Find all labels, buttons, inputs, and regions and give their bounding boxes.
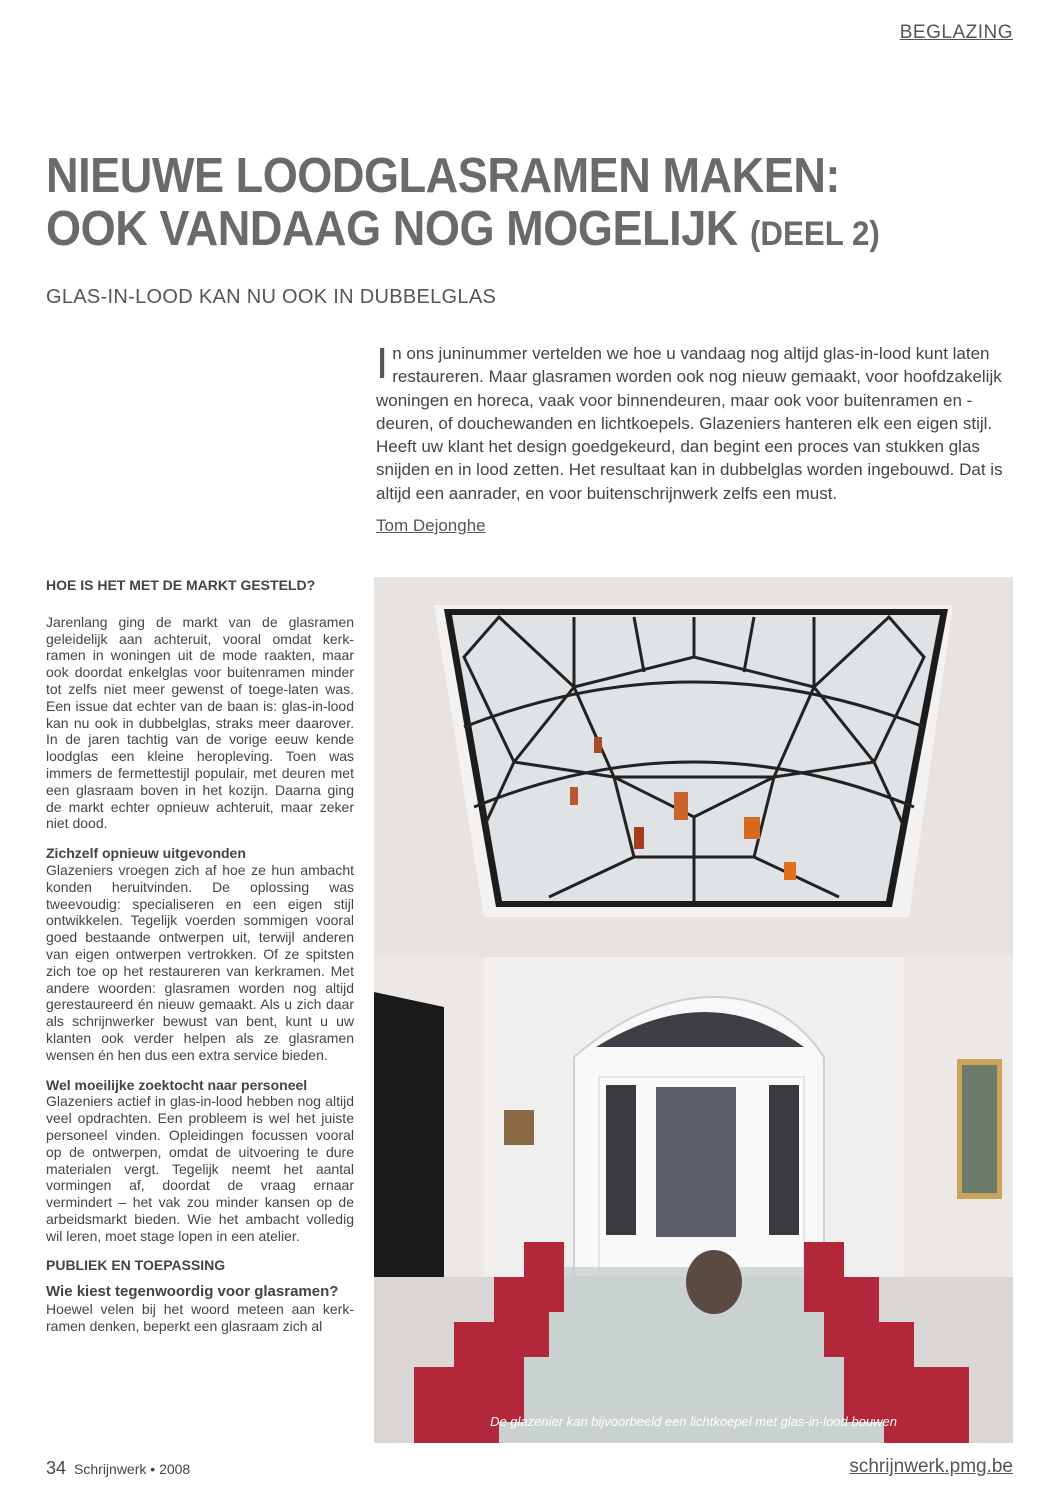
section-heading-market: HOE IS HET MET DE MARKT GESTELD? bbox=[46, 577, 316, 593]
footer-left bbox=[46, 1458, 190, 1479]
footer-url-link[interactable]: schrijnwerk.pmg.be bbox=[849, 1456, 1013, 1477]
section-heading-public: PUBLIEK EN TOEPASSING bbox=[46, 1257, 226, 1274]
stained-glass-ceiling-illustration bbox=[374, 577, 1013, 1443]
title-suffix: (DEEL 2) bbox=[749, 215, 880, 253]
section-tag[interactable]: BEGLAZING bbox=[899, 22, 1013, 43]
article-subtitle: GLAS-IN-LOOD KAN NU OOK IN DUBBELGLAS bbox=[46, 286, 497, 308]
publication-info: Schrijnwerk • 2008 bbox=[74, 1461, 191, 1477]
photo-caption: De glazenier kan bijvoorbeeld een lichtkoepel met glas-in-lood bouwen bbox=[490, 1414, 897, 1429]
intro-paragraph bbox=[376, 339, 1016, 505]
title-line-2: OOK VANDAAG NOG MOGELIJK bbox=[46, 202, 738, 256]
drop-cap: I bbox=[376, 339, 389, 388]
paragraph-reinvented: Glazeniers vroegen zich af hoe ze hun ambacht konden heruitvinden. De oplossing was tweevoudig: specialiseren en een eigen stijl ontwikkelen. Tegelijk voerden sommigen vooral goed bestaande ontwerpen uit, terwijl anderen van eigen ontwerpen vertrokken. Of ze spitsten zich toe op het restaureren van kerkramen. Met andere woorden: glasramen worden nog altijd gerestaureerd én nieuw gemaakt. Als u zich daar als schrijnwerker bewust van bent, kunt u uw klanten ook verder helpen als ze glasramen wensen én hen dus een extra service bieden. bbox=[46, 861, 354, 1063]
subheading-personnel: Wel moeilijke zoektocht naar personeel bbox=[46, 1076, 308, 1093]
dining-room-photo bbox=[374, 577, 1013, 1443]
author-byline[interactable]: Tom Dejonghe bbox=[376, 516, 486, 535]
intro-text: n ons juninummer vertelden we hoe u vandaag nog altijd glas-in-lood kunt laten restaureren. Maar glasramen worden ook nog nieuw gemaakt, voor hoofdzakelijk woningen en horeca, vaak voor binnendeuren, maar ook voor buitenramen en -deuren, of douchewanden en lichtkoepels. Glazeniers hanteren elk een eigen stijl. Heeft uw klant het design goedgekeurd, dan begint een proces van stukken glas snijden en in lood zetten. Het resultaat kan in dubbelglas worden ingebouwd. Dat is altijd een aanrader, en voor buitenschrijnwerk zelfs een must. bbox=[376, 344, 1003, 503]
subheading-reinvented: Zichzelf opnieuw uitgevonden bbox=[46, 845, 246, 862]
page-number: 34 bbox=[46, 1458, 67, 1478]
body-column bbox=[46, 577, 354, 1348]
title-line-1: NIEUWE LOODGLASRAMEN MAKEN: bbox=[46, 149, 840, 203]
paragraph-who-chooses: Hoewel velen bij het woord meteen aan kerk-ramen denken, beperkt een glasraam zich al bbox=[46, 1301, 354, 1334]
paragraph-personnel: Glazeniers actief in glas-in-lood hebben nog altijd veel opdrachten. Een probleem is wel het juiste personeel vinden. Opleidingen focussen vooral op de ontwerpen, omdat de uitvoering te dure materialen vergt. Tegelijk neemt het aantal vormingen af, doordat de vraag ernaar vermindert – het vak zou minder kansen op de arbeidsmarkt bieden. Wie het ambacht volledig wil leren, moet stage lopen in een atelier. bbox=[46, 1093, 354, 1244]
paragraph-market: Jarenlang ging de markt van de glasramen geleidelijk aan achteruit, vooral omdat kerk-ramen in woningen uit de mode raakten, maar ook doordat enkelglas voor buitenramen minder tot zelfs niet meer gewenst of toege-laten was. Een issue dat echter van de baan is: glas-in-lood kan nu ook in dubbelglas, straks meer daarover. In de jaren tachtig van de vorige eeuw kende loodglas een kleine heropleving. Toen was immers de fermettestijl populair, met deuren met een glasraam boven in het kozijn. Daarna ging de markt echter opnieuw achteruit, maar zeker niet dood. bbox=[46, 613, 354, 832]
subheading-who-chooses: Wie kiest tegenwoordig voor glasramen? bbox=[46, 1283, 339, 1301]
article-title bbox=[46, 150, 948, 261]
